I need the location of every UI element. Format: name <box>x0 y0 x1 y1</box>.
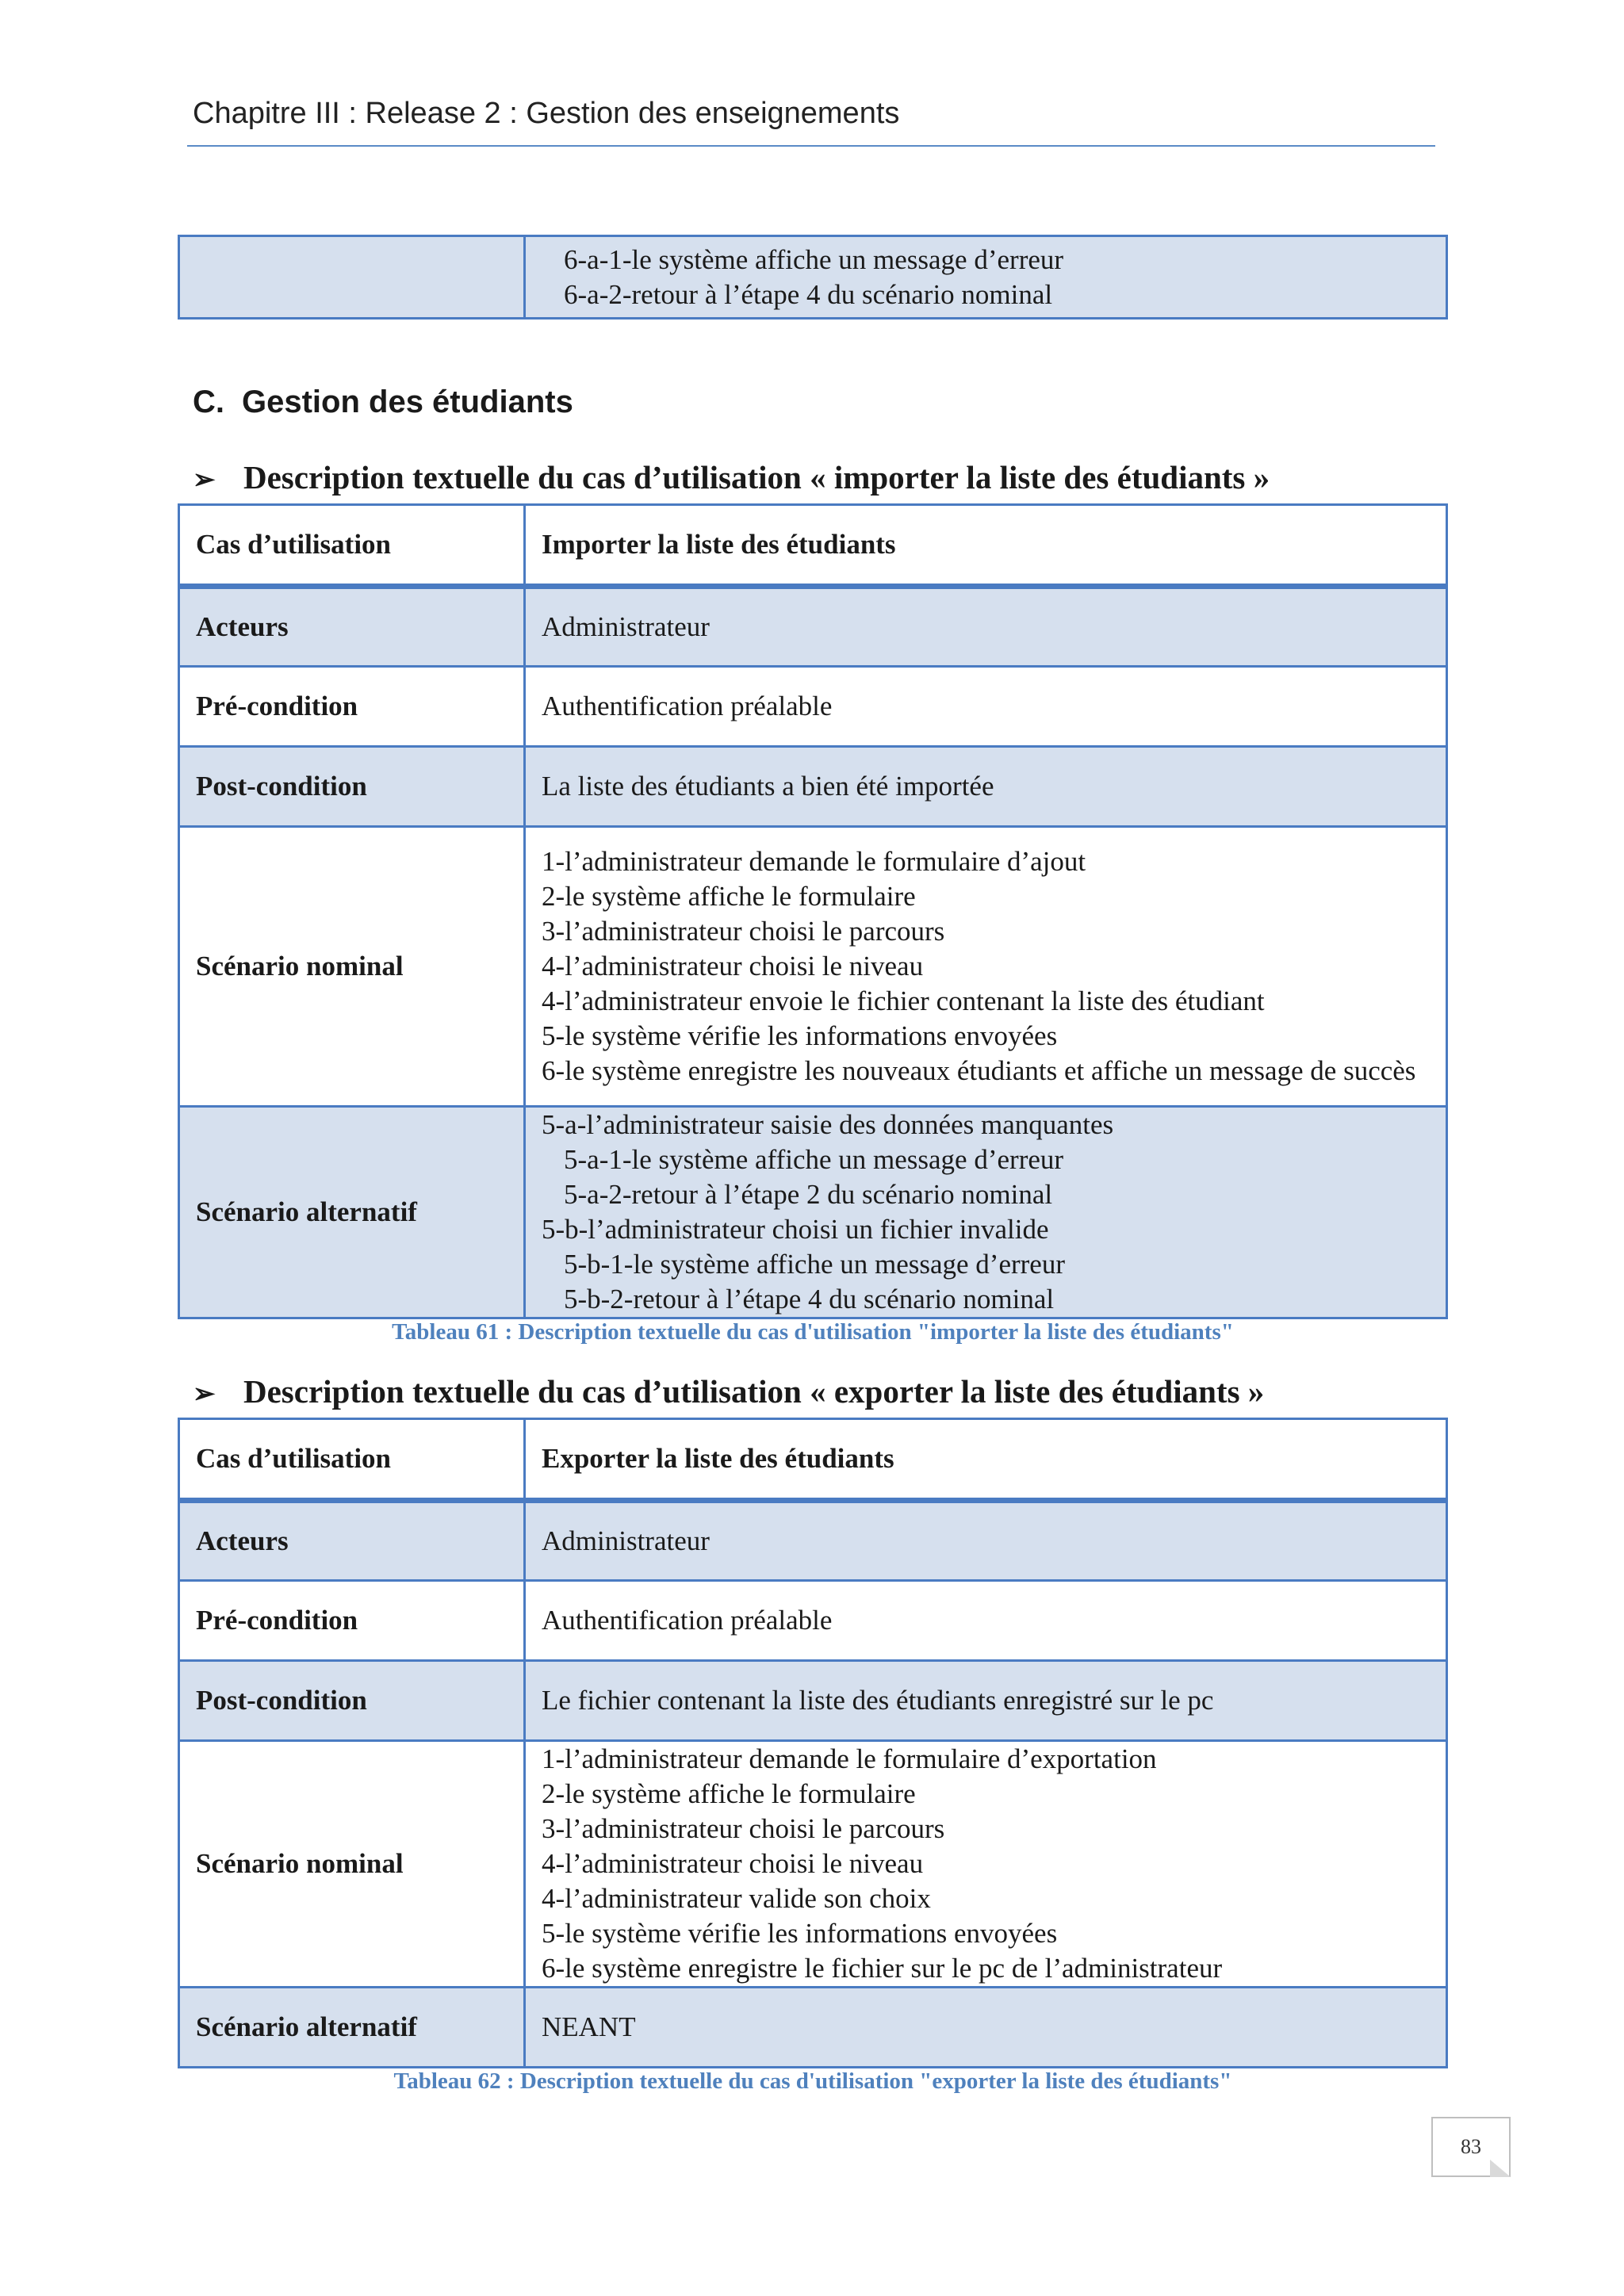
acteurs-label: Acteurs <box>179 1501 525 1581</box>
list-item: 2-le système affiche le formulaire <box>542 881 916 912</box>
table-row <box>179 827 1447 1107</box>
table-row <box>179 1419 1447 1501</box>
section-letter: C. <box>193 385 224 419</box>
uc1-table <box>178 503 1448 1319</box>
alternatif-label: Scénario alternatif <box>179 1988 525 2068</box>
list-item: 3-l’administrateur choisi le parcours <box>542 916 945 947</box>
list-item: 6-le système enregistre les nouveaux étudiants et affiche un message de succès <box>542 1055 1416 1086</box>
alternatif-label: Scénario alternatif <box>179 1107 525 1318</box>
list-item: 4-l’administrateur choisi le niveau <box>542 951 924 982</box>
uc1-heading-text: Description textuelle du cas d’utilisation « importer la liste des étudiants » <box>243 459 1270 496</box>
cas-value: Exporter la liste des étudiants <box>525 1419 1447 1501</box>
table-row <box>179 1581 1447 1661</box>
uc2-table <box>178 1418 1448 2068</box>
pre-condition-label: Pré-condition <box>179 1581 525 1661</box>
table-row <box>179 1661 1447 1741</box>
page-number: 83 <box>1461 2135 1481 2158</box>
table-row <box>179 587 1447 667</box>
uc2-caption: Tableau 62 : Description textuelle du cas d'utilisation "exporter la liste des étudiants" <box>393 2068 1232 2094</box>
uc2-heading-text: Description textuelle du cas d’utilisation « exporter la liste des étudiants » <box>243 1373 1265 1410</box>
page-number-box <box>1431 2117 1511 2177</box>
list-item: 4-l’administrateur envoie le fichier contenant la liste des étudiant <box>542 985 1265 1016</box>
table-row <box>179 667 1447 747</box>
chapter-header: Chapitre III : Release 2 : Gestion des enseignements <box>193 97 900 130</box>
table-row <box>179 1501 1447 1581</box>
table-row <box>179 236 1447 319</box>
nominal-label: Scénario nominal <box>179 1741 525 1988</box>
table-row <box>179 1107 1447 1318</box>
list-item: 5-b-2-retour à l’étape 4 du scénario nominal <box>564 1284 1055 1314</box>
empty-label-cell <box>179 236 525 319</box>
section-title: Gestion des étudiants <box>242 385 573 419</box>
cas-value: Importer la liste des étudiants <box>525 505 1447 587</box>
nominal-steps <box>525 827 1447 1107</box>
table-row <box>179 747 1447 827</box>
list-item: 1-l’administrateur demande le formulaire d’ajout <box>542 846 1086 877</box>
cas-label: Cas d’utilisation <box>179 505 525 587</box>
continuation-table <box>178 235 1448 320</box>
uc1-caption: Tableau 61 : Description textuelle du cas d'utilisation "importer la liste des étudiants" <box>392 1319 1234 1345</box>
nominal-steps <box>525 1741 1447 1988</box>
list-item: 2-le système affiche le formulaire <box>542 1778 916 1809</box>
list-item: 5-b-1-le système affiche un message d’erreur <box>564 1249 1065 1280</box>
list-item: 1-l’administrateur demande le formulaire d’exportation <box>542 1743 1157 1774</box>
section-heading <box>193 385 573 420</box>
table-row <box>179 1988 1447 2068</box>
post-condition-label: Post-condition <box>179 1661 525 1741</box>
list-item: 3-l’administrateur choisi le parcours <box>542 1813 945 1844</box>
pre-condition-label: Pré-condition <box>179 667 525 747</box>
cas-label: Cas d’utilisation <box>179 1419 525 1501</box>
continuation-cell <box>525 236 1447 319</box>
arrow-bullet-icon: ➢ <box>193 465 216 495</box>
header-divider <box>187 145 1435 147</box>
post-condition-label: Post-condition <box>179 747 525 827</box>
nominal-label: Scénario nominal <box>179 827 525 1107</box>
list-item: 6-a-2-retour à l’étape 4 du scénario nominal <box>564 278 1053 310</box>
list-item: 6-a-1-le système affiche un message d’erreur <box>564 243 1064 275</box>
list-item: 5-le système vérifie les informations envoyées <box>542 1020 1058 1051</box>
list-item: 5-a-l’administrateur saisie des données manquantes <box>542 1109 1114 1140</box>
uc2-heading <box>193 1372 1264 1410</box>
post-condition-value: La liste des étudiants a bien été importée <box>525 747 1447 827</box>
table-row <box>179 1741 1447 1988</box>
pre-condition-value: Authentification préalable <box>525 667 1447 747</box>
arrow-bullet-icon: ➢ <box>193 1380 216 1409</box>
list-item: 5-le système vérifie les informations envoyées <box>542 1918 1058 1949</box>
list-item: 5-a-2-retour à l’étape 2 du scénario nominal <box>564 1179 1053 1210</box>
list-item: 4-l’administrateur valide son choix <box>542 1883 931 1914</box>
list-item: 6-le système enregistre le fichier sur le pc de l’administrateur <box>542 1953 1223 1984</box>
pre-condition-value: Authentification préalable <box>525 1581 1447 1661</box>
alternatif-steps <box>525 1107 1447 1318</box>
alternatif-value: NEANT <box>525 1988 1447 2068</box>
acteurs-value: Administrateur <box>525 1501 1447 1581</box>
list-item: 5-a-1-le système affiche un message d’erreur <box>564 1144 1064 1175</box>
list-item: 5-b-l’administrateur choisi un fichier invalide <box>542 1214 1049 1245</box>
acteurs-label: Acteurs <box>179 587 525 667</box>
table-row <box>179 505 1447 587</box>
post-condition-value: Le fichier contenant la liste des étudiants enregistré sur le pc <box>525 1661 1447 1741</box>
page-fold-icon <box>1490 2160 1511 2177</box>
uc1-heading <box>193 458 1270 496</box>
acteurs-value: Administrateur <box>525 587 1447 667</box>
list-item: 4-l’administrateur choisi le niveau <box>542 1848 924 1879</box>
